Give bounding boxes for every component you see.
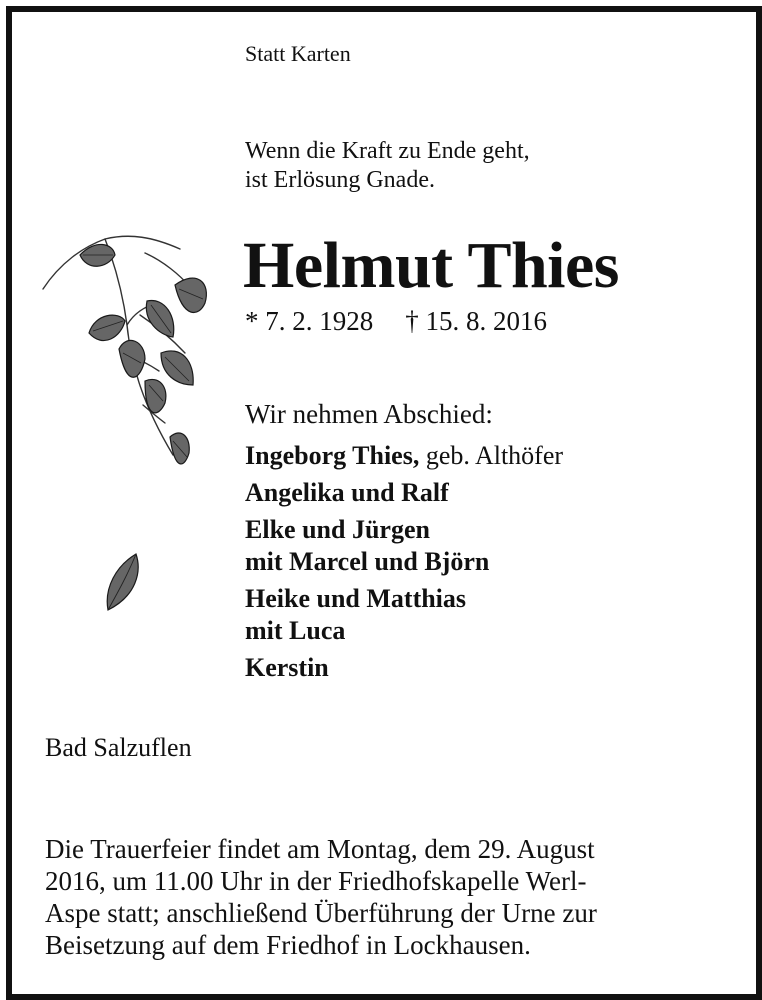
quote (245, 137, 530, 195)
mourner-name: Ingeborg Thies, (245, 441, 420, 470)
mourners-intro: Wir nehmen Abschied: (245, 399, 493, 429)
location: Bad Salzuflen (45, 733, 192, 762)
falling-leaf-icon (98, 548, 148, 614)
mourner-entry (245, 514, 563, 578)
funeral-line-4: Beisetzung auf dem Friedhof in Lockhausen. (45, 930, 531, 960)
quote-line-2: ist Erlösung Gnade. (245, 167, 435, 193)
birth-date: * 7. 2. 1928 (245, 306, 374, 336)
mourner-entry (245, 477, 563, 509)
death-date: † 15. 8. 2016 (405, 306, 547, 336)
mourners-list (245, 440, 563, 689)
mourner-entry (245, 583, 563, 647)
funeral-line-3: Aspe statt; anschließend Überführung der Urne zur (45, 898, 597, 928)
deceased-name: Helmut Thies (243, 229, 619, 302)
mourner-name: Kerstin (245, 653, 329, 682)
mourner-entry (245, 440, 563, 472)
mourner-name-continued: mit Marcel und Björn (245, 547, 490, 576)
quote-line-1: Wenn die Kraft zu Ende geht, (245, 138, 530, 164)
statt-karten-label: Statt Karten (245, 41, 351, 66)
mourner-entry (245, 652, 563, 684)
mourner-name: Elke und Jürgen (245, 515, 430, 544)
mourner-suffix: geb. Althöfer (419, 441, 564, 470)
life-dates (245, 306, 547, 337)
birch-branch-icon (35, 225, 220, 485)
funeral-line-2: 2016, um 11.00 Uhr in der Friedhofskapelle Werl- (45, 866, 587, 896)
mourner-name: Angelika und Ralf (245, 478, 449, 507)
mourner-name-continued: mit Luca (245, 616, 346, 645)
funeral-line-1: Die Trauerfeier findet am Montag, dem 29. August (45, 834, 595, 864)
funeral-info (45, 833, 735, 961)
mourner-name: Heike und Matthias (245, 584, 467, 613)
